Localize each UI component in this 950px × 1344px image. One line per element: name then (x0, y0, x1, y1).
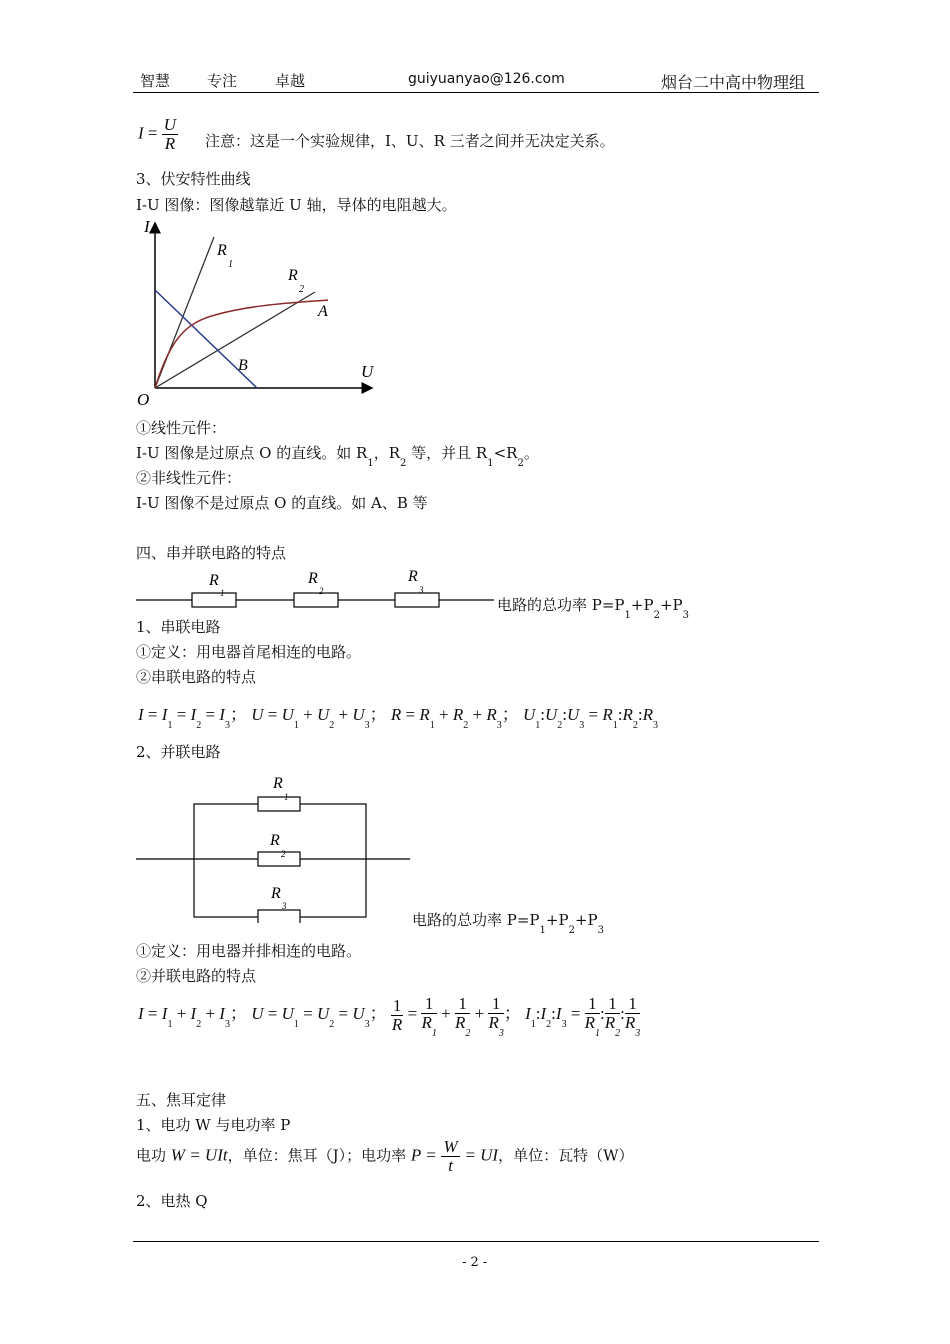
linear-title: ①线性元件： (136, 419, 227, 437)
ohm-num: U (163, 115, 177, 134)
parallel-power: 电路的总功率 $P=P_1+P_2+P_3$ (412, 911, 604, 936)
header-motto-1: 智慧 (140, 72, 171, 90)
parallel-resistor-r1 (258, 797, 300, 811)
parallel-resistor-r2 (258, 852, 300, 866)
parallel-r2-label: R (270, 832, 280, 849)
series-r3-sub: 3 (419, 585, 424, 595)
parallel-r2-sub: 2 (281, 849, 286, 859)
axis-i-label: I (144, 217, 150, 236)
resistor-r3 (395, 593, 439, 607)
page-number: - 2 - (462, 1255, 488, 1270)
parallel-circuit (134, 768, 414, 923)
section5-sub2: 2、电热 Q (136, 1192, 208, 1210)
parallel-formulas: $I = I_1 + I_2 + I_3$； $U = U_1 = U_2 = U_3$； $\frac{1}{R}$ = $\frac{1}{R_1}$ + $\frac{1}{R_2}$ + $\frac{1}{R_3}$ ； $I_1:I_2:I_3$ = $\frac{1}{R_1}$ : $\frac{1}{R_2}$ : $\frac{1}{R_3}$ (138, 994, 641, 1039)
r1-label: R (217, 242, 227, 259)
series-title: 1、串联电路 (136, 618, 221, 636)
series-r2-label: R (308, 570, 318, 587)
header-motto-2: 专注 (207, 72, 238, 90)
parallel-feat: ②并联电路的特点 (136, 967, 257, 985)
parallel-title: 2、并联电路 (136, 743, 221, 761)
r2-sub: 2 (299, 284, 304, 295)
series-r1-label: R (209, 572, 219, 589)
curve-a (155, 300, 328, 388)
line-r2 (155, 292, 315, 388)
series-r2-sub: 2 (319, 586, 324, 596)
parallel-r1-sub: 1 (284, 792, 289, 802)
resistor-r2 (294, 593, 338, 607)
ohm-formula: I = $\frac{U}{R}$ (138, 115, 177, 153)
power-rhs: = UI (464, 1145, 499, 1165)
nonlinear-text: I-U 图像不是过原点 O 的直线。如 A、B 等 (136, 494, 428, 512)
series-formulas: $I = I_1 = I_2 = I_3$； $U = U_1 + U_2 + U_3$； $R = R_1 + R_2 + R_3$； $U_1:U_2:U_3$ = $R_1:R_2:R_3$ (138, 705, 659, 731)
header-rule (133, 92, 819, 93)
series-r1-sub: 1 (220, 588, 225, 598)
axis-u-label: U (361, 362, 374, 381)
line-b-label: B (238, 357, 248, 374)
header-motto-3: 卓越 (275, 72, 306, 90)
resistor-r1 (192, 593, 236, 607)
parallel-r3-label: R (271, 885, 281, 902)
ohm-note: 注意：这是一个实验规律，I、U、R 三者之间并无决定关系。 (205, 132, 615, 150)
iu-graph (130, 215, 390, 410)
section4-title: 四、串并联电路的特点 (136, 544, 287, 562)
curve-a-label: A (318, 303, 328, 320)
parallel-def: ①定义：用电器并排相连的电路。 (136, 942, 362, 960)
footer-rule (133, 1241, 819, 1242)
r2-label: R (288, 267, 298, 284)
series-r3-label: R (408, 568, 418, 585)
section3-desc: I-U 图像：图像越靠近 U 轴，导体的电阻越大。 (136, 196, 457, 214)
power-line: 电功 W = UIt，单位：焦耳（J）；电功率 P = $\frac{W}{t}$ = UI，单位：瓦特（W） (136, 1137, 634, 1175)
series-def: ①定义：用电器首尾相连的电路。 (136, 643, 362, 661)
section5-sub1: 1、电功 W 与电功率 P (136, 1116, 291, 1134)
header-email: guiyuanyao@126.com (408, 71, 565, 87)
power-lhs: P = (410, 1145, 437, 1165)
work-eq: W = UIt (170, 1145, 228, 1165)
power-den: t (448, 1156, 453, 1175)
ohm-den: R (164, 134, 176, 153)
parallel-r3-sub: 3 (282, 901, 287, 911)
section5-title: 五、焦耳定律 (136, 1091, 227, 1109)
r1-sub: 1 (228, 259, 233, 270)
section3-title: 3、伏安特性曲线 (136, 170, 251, 188)
parallel-resistor-r3 (258, 910, 300, 923)
series-feat: ②串联电路的特点 (136, 668, 257, 686)
origin-label: O (137, 390, 150, 409)
series-power: 电路的总功率 $P=P_1+P_2+P_3$ (497, 596, 689, 621)
power-num: W (443, 1137, 458, 1156)
ohm-lhs: I (138, 123, 144, 143)
nonlinear-title: ②非线性元件： (136, 469, 242, 487)
parallel-r1-label: R (273, 775, 283, 792)
header-org: 烟台二中高中物理组 (661, 73, 806, 92)
linear-text: I-U 图像是过原点 O 的直线。如 $R_1$，$R_2$ 等，并且 $R_1<R_2$。 (136, 444, 539, 469)
series-circuit (134, 563, 499, 613)
